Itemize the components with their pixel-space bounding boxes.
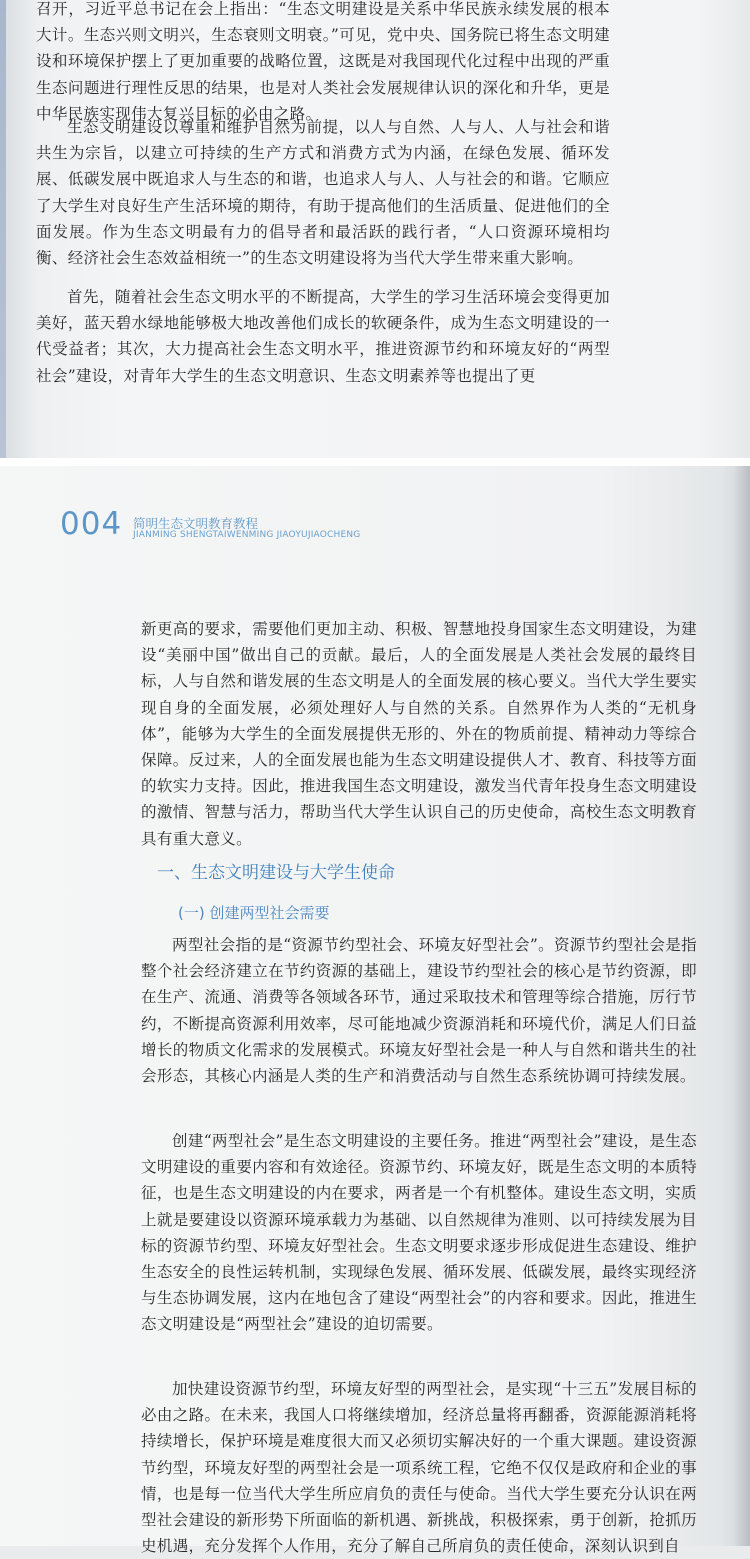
paragraph: 首先，随着社会生态文明水平的不断提高，大学生的学习生活环境会变得更加美好，蓝天碧水绿地能够极大地改善他们成长的软硬条件，成为生态文明建设的一代受益者；其次，大力提高社会生态文明水平，推进资源节约和环境友好的“两型社会”建设，对青年大学生的生态文明意识、生态文明素养等也提出了更 (36, 288, 610, 385)
paragraph: 召开，习近平总书记在会上指出：“生态文明建设是关系中华民族永续发展的根本大计。生态兴则文明兴，生态衰则文明衰。”可见，党中央、国务院已将生态文明建设和环境保护摆上了更加重要的战略位置，这既是对我国现代化过程中出现的严重生态问题进行理性反思的结果，也是对人类社会发展规律认识的深化和升华，更是中华民族实现伟大复兴目标的必由之路。 (36, 0, 610, 123)
section-heading: 一、生态文明建设与大学生使命 (157, 863, 395, 883)
paragraph: 创建“两型社会”是生态文明建设的主要任务。推进“两型社会”建设，是生态文明建设的重要内容和有效途径。资源节约、环境友好，既是生态文明的本质特征，也是生态文明建设的内在要求，两者是一个有机整体。建设生态文明，实质上就是要建设以资源环境承载力为基础、以自然规律为准则、以可持续发展为目标的资源节约型、环境友好型社会。生态文明要求逐步形成促进生态建设、维护生态安全的良性运转机制，实现绿色发展、循环发展、低碳发展，最终实现经济与生态协调发展，这内在地包含了建设“两型社会”的内容和要求。因此，推进生态文明建设是“两型社会”建设的迫切需要。 (141, 1132, 697, 1334)
paragraph: 新更高的要求，需要他们更加主动、积极、智慧地投身国家生态文明建设，为建设“美丽中国”做出自己的贡献。最后，人的全面发展是人类社会发展的最终目标，人与自然和谐发展的生态文明是人的全面发展的核心要义。当代大学生要实现自身的全面发展，必须处理好人与自然的关系。自然界作为人类的“无机身体”，能够为大学生的全面发展提供无形的、外在的物质前提、精神动力等综合保障。反过来，人的全面发展也能为生态文明建设提供人才、教育、科技等方面的软实力支持。因此，推进我国生态文明建设，激发当代青年投身生态文明建设的激情、智慧与活力，帮助当代大学生认识自己的历史使命，高校生态文明教育具有重大意义。 (141, 620, 697, 848)
page-spine (0, 0, 6, 458)
running-head-title: 简明生态文明教育教程 (133, 516, 259, 531)
page-number: 004 (60, 506, 123, 542)
paragraph: 两型社会指的是“资源节约型社会、环境友好型社会”。资源节约型社会是指整个社会经济建立在节约资源的基础上，建设节约型社会的核心是节约资源，即在生产、流通、消费等各领域各环节，通过采取技术和管理等综合措施，厉行节约，不断提高资源利用效率，尽可能地减少资源消耗和环境代价，满足人们日益增长的物质文化需求的发展模式。环境友好型社会是一种人与自然和谐共生的社会形态，其核心内涵是人类的生产和消费活动与自然生态系统协调可持续发展。 (141, 936, 697, 1086)
running-head-pinyin: JIANMING SHENGTAIWENMING JIAOYUJIAOCHENG (133, 530, 361, 540)
paragraph: 生态文明建设以尊重和维护自然为前提，以人与自然、人与人、人与社会和谐共生为宗旨，以建立可持续的生产方式和消费方式为内涵，在绿色发展、循环发展、低碳发展中既追求人与生态的和谐，也追求人与人、人与社会的和谐。它顺应了大学生对良好生产生活环境的期待，有助于提高他们的生活质量、促进他们的全面发展。作为生态文明最有力的倡导者和最活跃的践行者，“人口资源环境相均衡、经济社会生态效益相统一”的生态文明建设将为当代大学生带来重大影响。 (36, 118, 610, 268)
paragraph: 加快建设资源节约型，环境友好型的两型社会，是实现“十三五”发展目标的必由之路。在未来，我国人口将继续增加，经济总量将再翻番，资源能源消耗将持续增长，保护环境是难度很大而又必须切实解决好的一个重大课题。建设资源节约型，环境友好型的两型社会是一项系统工程，它绝不仅仅是政府和企业的事情，也是每一位当代大学生所应肩负的责任与使命。当代大学生要充分认识在两型社会建设的新形势下所面临的新机遇、新挑战，积极探索，勇于创新，抢抓历史机遇，充分发挥个人作用，充分了解自己所肩负的责任使命，深刻认识到自 (141, 1380, 697, 1556)
page-divider (0, 458, 750, 466)
top-page (0, 0, 750, 458)
bottom-page (0, 466, 750, 1556)
subsection-heading: (一) 创建两型社会需要 (178, 904, 330, 922)
page-edge-shadow (734, 466, 750, 1546)
